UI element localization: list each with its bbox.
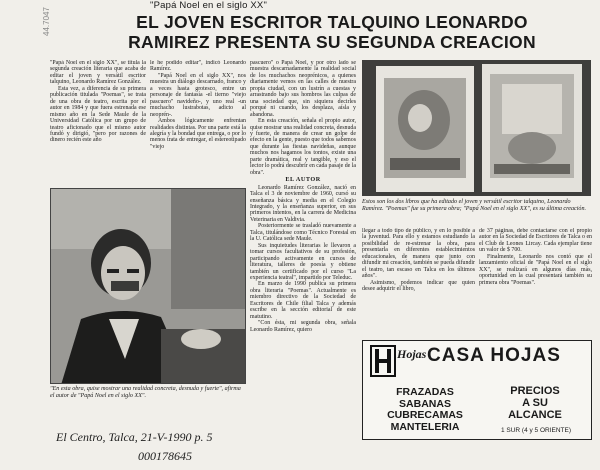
author-photo <box>50 188 246 384</box>
margin-note: 44.7047 <box>42 7 51 36</box>
headline-line-2: RAMIREZ PRESENTA SU SEGUNDA CREACION <box>128 32 536 52</box>
paragraph: Esta vez, a diferencia de su primera publicación titulada "Poemas", se trata de una obra de teatro, escrita por el autor en 1984 y que fuera estrenada ese mismo año en la Sede Maule de la Universidad Católica por un grupo de teatro aficionado que el mismo autor fundó y dirigió, "pero por razones de dinero recién este año <box>50 85 146 144</box>
article-column-3 <box>250 60 356 432</box>
paragraph: le he podido editar", indicó Leonardo Ramírez. <box>150 60 246 73</box>
ad-script-word: Hojas <box>397 347 427 361</box>
ad-price-line: PRECIOS <box>510 385 560 397</box>
paragraph: "Con ésta, mi segunda obra, señala Leonardo Ramírez, quiero <box>250 320 356 333</box>
section-title: EL AUTOR <box>285 176 321 184</box>
paragraph: Posteriormente se trasladó nuevamente a Talca, titulándose como Técnico Forestal en la U. Católica sede Maule. <box>250 223 356 243</box>
casa-hojas-ad <box>362 340 592 440</box>
handwritten-source-line: El Centro, Talca, 21-V-1990 p. 5 <box>56 430 213 444</box>
paragraph: En marzo de 1990 publica su primera obra literaria "Poemas". Actualmente es miembro directivo de la Sociedad de Escritores de Chile filial Talca y además escribe en la sección editorial de este matutino. <box>250 281 356 320</box>
author-photo-image <box>51 189 246 384</box>
paragraph: de 37 páginas, debe contactarse con el propio autor en la Sociedad de Escritores de Talca o en el Club de Leones Lircay. Cada ejemplar tiene un valor de $ 700. <box>479 228 592 254</box>
paragraph: pascuero" o Papá Noel, y por otro lado se muestra descarnadamente la realidad social de los muchachos neoprénicos, a quienes diariamente vemos en las calles de nuestra propia ciudad, con un lustrín a cuestas y arrastrando bajo sus hombros las culpas de una sociedad que, sin siquiera decirles porqué ni cuando, los desplaza, aísla y abandona. <box>250 60 356 118</box>
article-column-1 <box>50 60 146 185</box>
headline-line-1: EL JOVEN ESCRITOR TALQUINO LEONARDO <box>136 12 528 32</box>
paragraph: Leonardo Ramírez González, nació en Talca el 3 de noviembre de 1960, cursó su enseñanza básica y media en el Colegio Integrado, y la enseñanza superior, en sus primeros intentos, en la carrera de Medicina Veterinaria en Valdivia. <box>250 184 356 223</box>
ad-product-list <box>373 387 477 433</box>
ad-price-slogan <box>487 385 583 421</box>
handwritten-catalog-number: 000178645 <box>138 449 192 463</box>
ad-brand-name: CASA HOJAS <box>427 345 561 366</box>
paragraph: Ambos lógicamente enfrentan realidades distintas. Por una parte está la alegría y la bondad que entrega, o por lo menos trata de entregar, el estereotipado "viejo <box>150 118 246 150</box>
ad-price-line: A SU <box>522 397 548 409</box>
ad-product: CUBRECAMAS <box>387 409 463 421</box>
paragraph: En esta creación, señala el propio autor, quise mostrar una realidad concreta, desnuda y fuerte, de manera de crear un golpe de efecto en la gente, puesto que todos sabemos que durante las fiestas navideñas, aunque muchos nos hagamos los tontos, existe una parte dramática, real y tangible, y eso el lector lo podrá descubrir en cada pasaje de la obra". <box>250 118 356 176</box>
ad-address: 1 SUR (4 y 5 ORIENTE) <box>500 427 572 434</box>
ad-product: FRAZADAS <box>396 386 454 398</box>
books-photo <box>362 60 591 196</box>
article-column-2 <box>150 60 246 185</box>
ad-price-line: ALCANCE <box>508 409 562 421</box>
kicker: "Papá Noel en el siglo XX" <box>150 0 268 11</box>
paragraph: "Papá Noel en el siglo XX", se titula la segunda creación literaria que acaba de editar el joven y versátil escritor talquino, Leonardo Ramírez González. <box>50 60 146 86</box>
books-photo-caption: Estos son los dos libros que ha editado el joven y versátil escritor talquino, Leonardo Ramírez. "Poemas" fue su primera obra; "Papá Noel en el siglo XX", es su última creación. <box>362 199 587 212</box>
books-photo-image <box>362 60 591 196</box>
ad-product: SABANAS <box>399 397 451 410</box>
paragraph: Sus inquietudes literarias le llevaron a tomar cursos facultativos de su profesión, participando activamente en cursos de literatura, talleres de poesía y obtiene también un certificado por el curso "La experiencia teatral", impartido por Teleduc. <box>250 242 356 281</box>
headline <box>72 12 592 52</box>
h-logo-icon <box>370 345 396 377</box>
paragraph: "Papá Noel en el siglo XX", nos muestra un diálogo descarnado, franco y a veces hasta grotesco, entre un personaje de fantasía -el tierno "viejo pascuero" navideño-, y uno real -un muchacho lustrabotas, adicto al neoprén-. <box>150 72 246 118</box>
author-photo-caption: "En esta obra, quise mostrar una realidad concreta, desnuda y fuerte", afirma el autor de "Papá Noel en el siglo XX". <box>50 386 241 399</box>
paragraph: Finalmente, Leonardo nos contó que el lanzamiento oficial de "Papá Noel en el siglo XX", se realizará en algunos días más, oportunidad en la cual presentará también su primera obra "Poemas". <box>479 253 592 286</box>
paragraph: Asimismo, podemos indicar que quien desee adquirir el libro, <box>362 279 475 293</box>
article-column-4 <box>362 228 475 336</box>
paragraph: llegar a todo tipo de público, y en lo posible a la juventud. Para ello y estamos estudiando la posibilidad de re-estrenar la obra, para presentarla en diferentes establecimientos educacionales, de manera que junto con difundir mi creación, también se pueda difundir el teatro, tan escaso en Talca en los últimos años". <box>362 228 475 280</box>
ad-product: MANTELERIA <box>390 420 460 433</box>
article-column-5 <box>479 228 592 336</box>
